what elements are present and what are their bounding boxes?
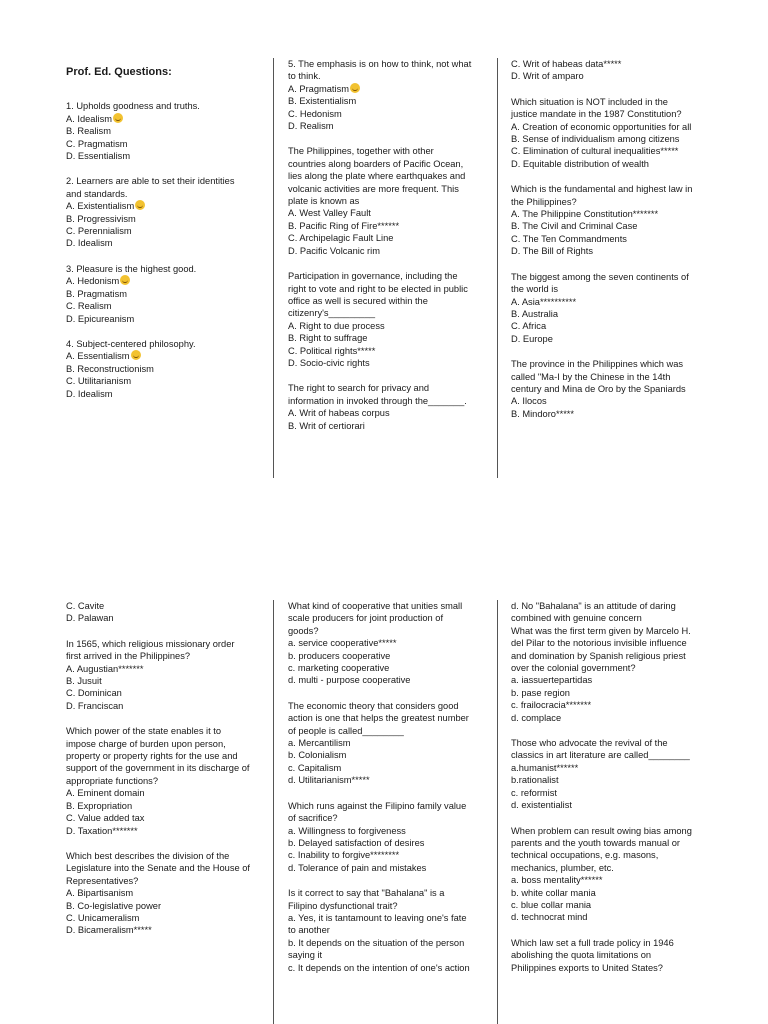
question-block: [288, 145, 496, 257]
question-blocks: [66, 100, 276, 400]
text-line: C. Pragmatism: [66, 138, 128, 149]
text-line: C. Hedonism: [288, 108, 342, 119]
question-blocks: [66, 600, 276, 937]
question-blocks: [511, 600, 723, 974]
text-line: A. Bipartisanism: [66, 888, 134, 899]
text-line: B. Australia: [511, 308, 559, 319]
text-line: Which situation is NOT included in the: [511, 96, 668, 107]
question-blocks: [288, 600, 496, 974]
text-line: A. Writ of habeas corpus: [288, 408, 390, 419]
text-line: A. Augustian*******: [66, 663, 144, 674]
text-line: first arrived in the Philippines?: [66, 651, 191, 662]
text-line: a. service cooperative*****: [288, 638, 397, 649]
text-line: technical occupations, e.g. masons,: [511, 850, 659, 861]
text-line: A. Idealism: [66, 113, 276, 125]
question-block: [511, 358, 723, 420]
question-block: [288, 270, 496, 369]
text-line: a. iassuertepartidas: [511, 675, 593, 686]
text-line: called "Ma-I by the Chinese in the 14th: [511, 371, 671, 382]
smiling-face-emoji-icon: [350, 83, 360, 93]
text-line: Representatives?: [66, 875, 139, 886]
text-line: countries along boarders of Pacific Ocean,: [288, 158, 464, 169]
question-block: [66, 263, 276, 325]
text-line: del Pilar to the notorious invisible influence: [511, 638, 687, 649]
text-line: d. existentialist: [511, 800, 572, 811]
text-line: b. white collar mania: [511, 887, 596, 898]
text-line: The Philippines, together with other: [288, 146, 434, 157]
text-line: information in invoked through the_______.: [288, 395, 467, 406]
text-line: B. Co-legislative power: [66, 900, 162, 911]
text-line: C. Utilitarianism: [66, 376, 132, 387]
text-line: D. Epicureanism: [66, 313, 135, 324]
text-line: D. Pacific Volcanic rim: [288, 245, 380, 256]
text-line: c. reformist: [511, 787, 557, 798]
smiling-face-emoji-icon: [135, 200, 145, 210]
text-line: C. Cavite: [66, 601, 105, 611]
text-line: When problem can result owing bias among: [511, 825, 692, 836]
text-line: b.rationalist: [511, 775, 559, 786]
question-block: [511, 183, 723, 257]
text-line: a. boss mentality******: [511, 875, 603, 886]
text-line: A. Asia**********: [511, 296, 577, 307]
text-line: b. pase region: [511, 687, 570, 698]
text-line: of sacrifice?: [288, 813, 338, 824]
text-line: volcanic activities are more frequent. This: [288, 183, 459, 194]
text-line: C. The Ten Commandments: [511, 233, 627, 244]
text-line: impose charge of burden upon person,: [66, 738, 226, 749]
text-line: D. Palawan: [66, 613, 114, 624]
text-line: 5. The emphasis is on how to think, not what: [288, 59, 472, 69]
text-line: D. Essentialism: [66, 151, 131, 162]
question-block: [288, 887, 496, 974]
bottom-column-2: [288, 600, 496, 987]
text-line: Which runs against the Filipino family value: [288, 800, 467, 811]
text-line: d. technocrat mind: [511, 912, 588, 923]
question-block: [66, 638, 276, 712]
question-block: [288, 800, 496, 874]
text-line: Filipino dysfunctional trait?: [288, 900, 398, 911]
text-line: Which is the fundamental and highest law in: [511, 184, 693, 195]
text-line: B. Mindoro*****: [511, 408, 575, 419]
text-line: C. Elimination of cultural inequalities*****: [511, 146, 679, 157]
text-line: saying it: [288, 950, 323, 961]
text-line: What was the first term given by Marcelo H.: [511, 625, 691, 636]
text-line: D. Equitable distribution of wealth: [511, 158, 649, 169]
text-line: C. Writ of habeas data*****: [511, 59, 622, 69]
question-block: [66, 100, 276, 162]
top-column-2: [288, 58, 496, 445]
text-line: D. Idealism: [66, 388, 113, 399]
text-line: and standards.: [66, 188, 128, 199]
text-line: c. Capitalism: [288, 762, 342, 773]
text-line: A. Ilocos: [511, 396, 547, 407]
question-block: [66, 725, 276, 837]
text-line: c. blue collar mania: [511, 899, 592, 910]
text-line: What kind of cooperative that unities small: [288, 601, 463, 611]
text-line: 4. Subject-centered philosophy.: [66, 338, 196, 349]
text-line: C. Archipelagic Fault Line: [288, 233, 394, 244]
question-block: [288, 58, 496, 132]
text-line: A. West Valley Fault: [288, 208, 371, 219]
question-blocks: [511, 58, 723, 420]
text-line: to another: [288, 925, 330, 936]
text-line: A. Hedonism: [66, 275, 276, 287]
text-line: b. It depends on the situation of the person: [288, 937, 465, 948]
smiling-face-emoji-icon: [131, 350, 141, 360]
text-line: d. No "Bahalana" is an attitude of daring: [511, 601, 676, 611]
text-line: 1. Upholds goodness and truths.: [66, 101, 200, 112]
column-divider: [273, 58, 274, 478]
question-blocks: [288, 58, 496, 432]
text-line: D. Europe: [511, 333, 553, 344]
text-line: B. The Civil and Criminal Case: [511, 221, 638, 232]
question-block: [288, 700, 496, 787]
text-line: D. Socio-civic rights: [288, 357, 370, 368]
text-line: a. Yes, it is tantamount to leaving one's fate: [288, 912, 467, 923]
text-line: century and Mina de Oro by the Spaniards: [511, 383, 686, 394]
text-line: B. Right to suffrage: [288, 333, 368, 344]
column-divider: [497, 600, 498, 1024]
top-column-1: [66, 58, 276, 413]
question-block: [511, 271, 723, 345]
text-line: c. Inability to forgive********: [288, 850, 400, 861]
text-line: a. Willingness to forgiveness: [288, 825, 406, 836]
text-line: C. Political rights*****: [288, 345, 376, 356]
text-line: lies along the plate where earthquakes and: [288, 171, 466, 182]
text-line: C. Perennialism: [66, 226, 132, 237]
text-line: of people is called________: [288, 725, 404, 736]
text-line: C. Dominican: [66, 688, 122, 699]
text-line: D. Realism: [288, 121, 334, 132]
text-line: A. Eminent domain: [66, 788, 145, 799]
text-line: B. Progressivism: [66, 213, 136, 224]
text-line: abolishing the quota limitations on: [511, 950, 652, 961]
text-line: Which best describes the division of the: [66, 850, 230, 861]
text-line: d. complace: [511, 712, 562, 723]
text-line: B. Expropriation: [66, 800, 133, 811]
question-block: [511, 96, 723, 170]
text-line: B. Writ of certiorari: [288, 420, 365, 431]
question-block: [511, 737, 723, 811]
text-line: D. Bicameralism*****: [66, 925, 152, 936]
text-line: justice mandate in the 1987 Constitution?: [511, 109, 682, 120]
text-line: c. frailocracia*******: [511, 700, 592, 711]
text-line: scale producers for joint production of: [288, 613, 444, 624]
question-block: [288, 600, 496, 687]
text-line: right to vote and right to be elected in public: [288, 283, 468, 294]
text-line: B. Pacific Ring of Fire******: [288, 220, 400, 231]
text-line: Philippines exports to United States?: [511, 962, 663, 973]
text-line: B. Sense of individualism among citizens: [511, 134, 680, 145]
column-divider: [273, 600, 274, 1024]
question-block: [66, 850, 276, 937]
text-line: A. Existentialism: [66, 200, 276, 212]
text-line: b. Colonialism: [288, 750, 347, 761]
text-line: combined with genuine concern: [511, 613, 642, 624]
page-title: Prof. Ed. Questions:: [66, 66, 172, 78]
text-line: In 1565, which religious missionary order: [66, 638, 235, 649]
bottom-page: [0, 600, 768, 1024]
text-line: Legislature into the Senate and the House of: [66, 863, 251, 874]
text-line: D. Franciscan: [66, 700, 124, 711]
text-line: d. Tolerance of pain and mistakes: [288, 862, 427, 873]
text-line: A. Creation of economic opportunities for all: [511, 121, 692, 132]
text-line: B. Realism: [66, 126, 111, 137]
text-line: Those who advocate the revival of the: [511, 738, 668, 749]
text-line: property or property rights for the use and: [66, 751, 238, 762]
bottom-column-1: [66, 600, 276, 950]
text-line: D. The Bill of Rights: [511, 246, 593, 257]
text-line: classics in art literature are called________: [511, 750, 690, 761]
text-line: B. Reconstructionism: [66, 363, 154, 374]
text-line: mechanics, plumber, etc.: [511, 862, 614, 873]
text-line: b. Delayed satisfaction of desires: [288, 837, 425, 848]
text-line: to think.: [288, 71, 321, 82]
text-line: goods?: [288, 625, 319, 636]
text-line: C. Africa: [511, 321, 547, 332]
text-line: the Philippines?: [511, 196, 577, 207]
text-line: The biggest among the seven continents of: [511, 271, 689, 282]
top-column-3: [511, 58, 723, 433]
text-line: 3. Pleasure is the highest good.: [66, 263, 197, 274]
text-line: C. Unicameralism: [66, 912, 140, 923]
text-line: B. Existentialism: [288, 96, 357, 107]
question-block: [66, 338, 276, 400]
text-line: Which power of the state enables it to: [66, 726, 222, 737]
question-block: [288, 382, 496, 432]
text-line: B. Pragmatism: [66, 288, 127, 299]
text-line: Participation in governance, including the: [288, 271, 458, 282]
text-line: parents and the youth towards manual or: [511, 837, 680, 848]
text-line: c. It depends on the intention of one's action: [288, 962, 470, 973]
text-line: office as well is secured within the: [288, 295, 428, 306]
text-line: appropriate functions?: [66, 775, 158, 786]
text-line: d. Utilitarianism*****: [288, 775, 370, 786]
smiling-face-emoji-icon: [120, 275, 130, 285]
question-block: [66, 175, 276, 249]
text-line: 2. Learners are able to set their identities: [66, 176, 235, 187]
text-line: Is it correct to say that "Bahalana" is a: [288, 888, 445, 899]
text-line: the world is: [511, 284, 559, 295]
text-line: citizenry's_________: [288, 308, 376, 319]
text-line: and domination by Spanish religious priest: [511, 650, 686, 661]
text-line: action is one that helps the greatest number: [288, 713, 469, 724]
text-line: a.humanist******: [511, 762, 579, 773]
text-line: over the colonial government?: [511, 663, 636, 674]
text-line: A. The Philippine Constitution*******: [511, 209, 659, 220]
bottom-column-3: [511, 600, 723, 987]
text-line: D. Taxation*******: [66, 825, 138, 836]
text-line: C. Realism: [66, 301, 112, 312]
text-line: The province in the Philippines which was: [511, 359, 684, 370]
top-page: [0, 58, 768, 480]
question-block: [511, 58, 723, 83]
text-line: D. Idealism: [66, 238, 113, 249]
text-line: D. Writ of amparo: [511, 71, 584, 82]
text-line: d. multi - purpose cooperative: [288, 675, 411, 686]
question-block: [511, 937, 723, 974]
question-block: [511, 600, 723, 724]
column-divider: [497, 58, 498, 478]
text-line: C. Value added tax: [66, 813, 145, 824]
text-line: Which law set a full trade policy in 1946: [511, 937, 674, 948]
question-block: [511, 825, 723, 924]
text-line: B. Jusuit: [66, 676, 102, 687]
question-block: [66, 600, 276, 625]
text-line: A. Essentialism: [66, 350, 276, 362]
text-line: The economic theory that considers good: [288, 700, 459, 711]
smiling-face-emoji-icon: [113, 113, 123, 123]
text-line: c. marketing cooperative: [288, 663, 390, 674]
text-line: a. Mercantilism: [288, 738, 351, 749]
text-line: support of the government in its discharge of: [66, 763, 250, 774]
text-line: b. producers cooperative: [288, 650, 391, 661]
text-line: plate is known as: [288, 196, 360, 207]
text-line: A. Pragmatism: [288, 83, 496, 95]
text-line: The right to search for privacy and: [288, 383, 430, 394]
text-line: A. Right to due process: [288, 320, 385, 331]
